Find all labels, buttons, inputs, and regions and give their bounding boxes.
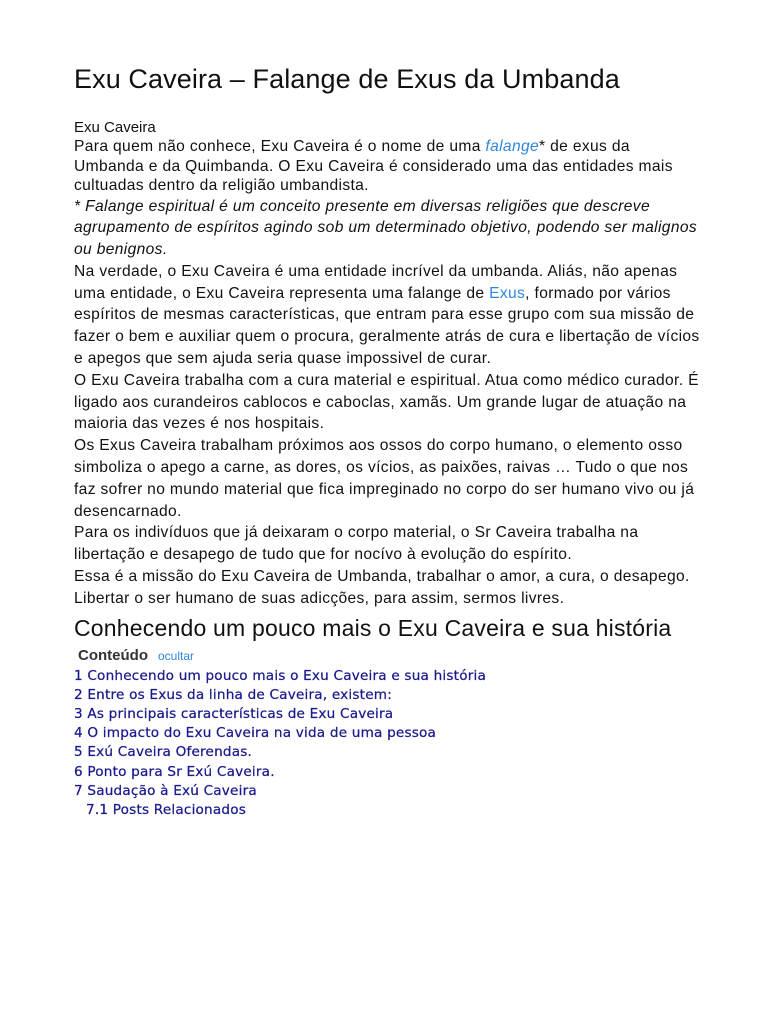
table-of-contents (74, 667, 704, 821)
article (74, 64, 704, 820)
paragraph-2-text-1: Na verdade, o Exu Caveira é uma entidade incrível da umbanda. Aliás, não apenas uma entidade, o Exu Caveira representa uma falange de (74, 262, 678, 302)
paragraph-2-text-2: , formado por vários espíritos de mesmas características, que entram para esse grupo com sua missão de fazer o bem e auxiliar quem o procura, geralmente atrás de cura e libertação de vícios e apegos que sem ajuda seria quase impossivel de curar. (74, 284, 700, 368)
intro-text-1: Para quem não conhece, Exu Caveira é o nome de uma (74, 138, 486, 155)
page-title: Exu Caveira – Falange de Exus da Umbanda (74, 64, 620, 94)
toc-title: Conteúdo (78, 646, 148, 664)
toc-link-2[interactable]: 2 Entre os Exus da linha de Caveira, existem: (74, 686, 392, 703)
toc-hide-toggle[interactable]: ocultar (157, 648, 195, 663)
toc-item (74, 705, 704, 724)
paragraph-6: Essa é a missão do Exu Caveira de Umbanda, trabalhar o amor, a cura, o desapego. Libertar o ser humano de suas adicções, para assim, sermos livres. (74, 568, 690, 607)
toc-link-4[interactable]: 4 O impacto do Exu Caveira na vida de uma pessoa (74, 725, 437, 742)
toc-link-7-1[interactable]: 7.1 Posts Relacionados (86, 802, 247, 819)
intro-text-2: * de exus da Umbanda e da Quimbanda. O Exu Caveira é considerado uma das entidades mais cultuadas dentro da religião umbandista. (74, 138, 673, 194)
toc-item (74, 667, 704, 686)
toc-link-3[interactable]: 3 As principais características de Exu Caveira (74, 706, 394, 723)
toc-link-6[interactable]: 6 Ponto para Sr Exú Caveira. (74, 763, 275, 780)
toc-item (74, 782, 704, 801)
subheading: Exu Caveira (74, 119, 156, 136)
toc-item (74, 724, 704, 743)
toc-link-7[interactable]: 7 Saudação à Exú Caveira (74, 782, 257, 799)
paragraph-4: Os Exus Caveira trabalham próximos aos ossos do corpo humano, o elemento osso simboliza o apego a carne, as dores, os vícios, as paixões, raivas … Tudo o que nos faz sofrer no mundo material que fica impreginado no corpo do ser humano vivo ou já desencarnado. (74, 437, 695, 520)
toc-item (74, 743, 704, 762)
toc-item (74, 763, 704, 782)
paragraph-2 (74, 261, 704, 370)
toc-header (78, 647, 704, 664)
toc-link-1[interactable]: 1 Conhecendo um pouco mais o Exu Caveira e sua história (74, 667, 487, 684)
toc-item (74, 686, 704, 705)
intro-paragraph (74, 137, 704, 196)
paragraph-3: O Exu Caveira trabalha com a cura material e espiritual. Atua como médico curador. É ligado aos curandeiros cablocos e caboclas, xamãs. Um grande lugar de atuação na maioria das vezes é nos hospitais. (74, 371, 699, 433)
falange-link[interactable]: falange (485, 138, 540, 155)
toc-link-5[interactable]: 5 Exú Caveira Oferendas. (74, 744, 253, 761)
exus-link[interactable]: Exus (489, 284, 526, 302)
falange-footnote: * Falange espiritual é um conceito presente em diversas religiões que descreve agrupamento de espíritos agindo sob um determinado objetivo, podendo ser malignos ou benignos. (74, 197, 698, 259)
paragraph-5: Para os indivíduos que já deixaram o corpo material, o Sr Caveira trabalha na libertação e desapego de tudo que for nocívo à evolução do espírito. (74, 524, 639, 564)
section-heading: Conhecendo um pouco mais o Exu Caveira e sua história (74, 614, 672, 641)
toc-subitem (74, 801, 704, 820)
